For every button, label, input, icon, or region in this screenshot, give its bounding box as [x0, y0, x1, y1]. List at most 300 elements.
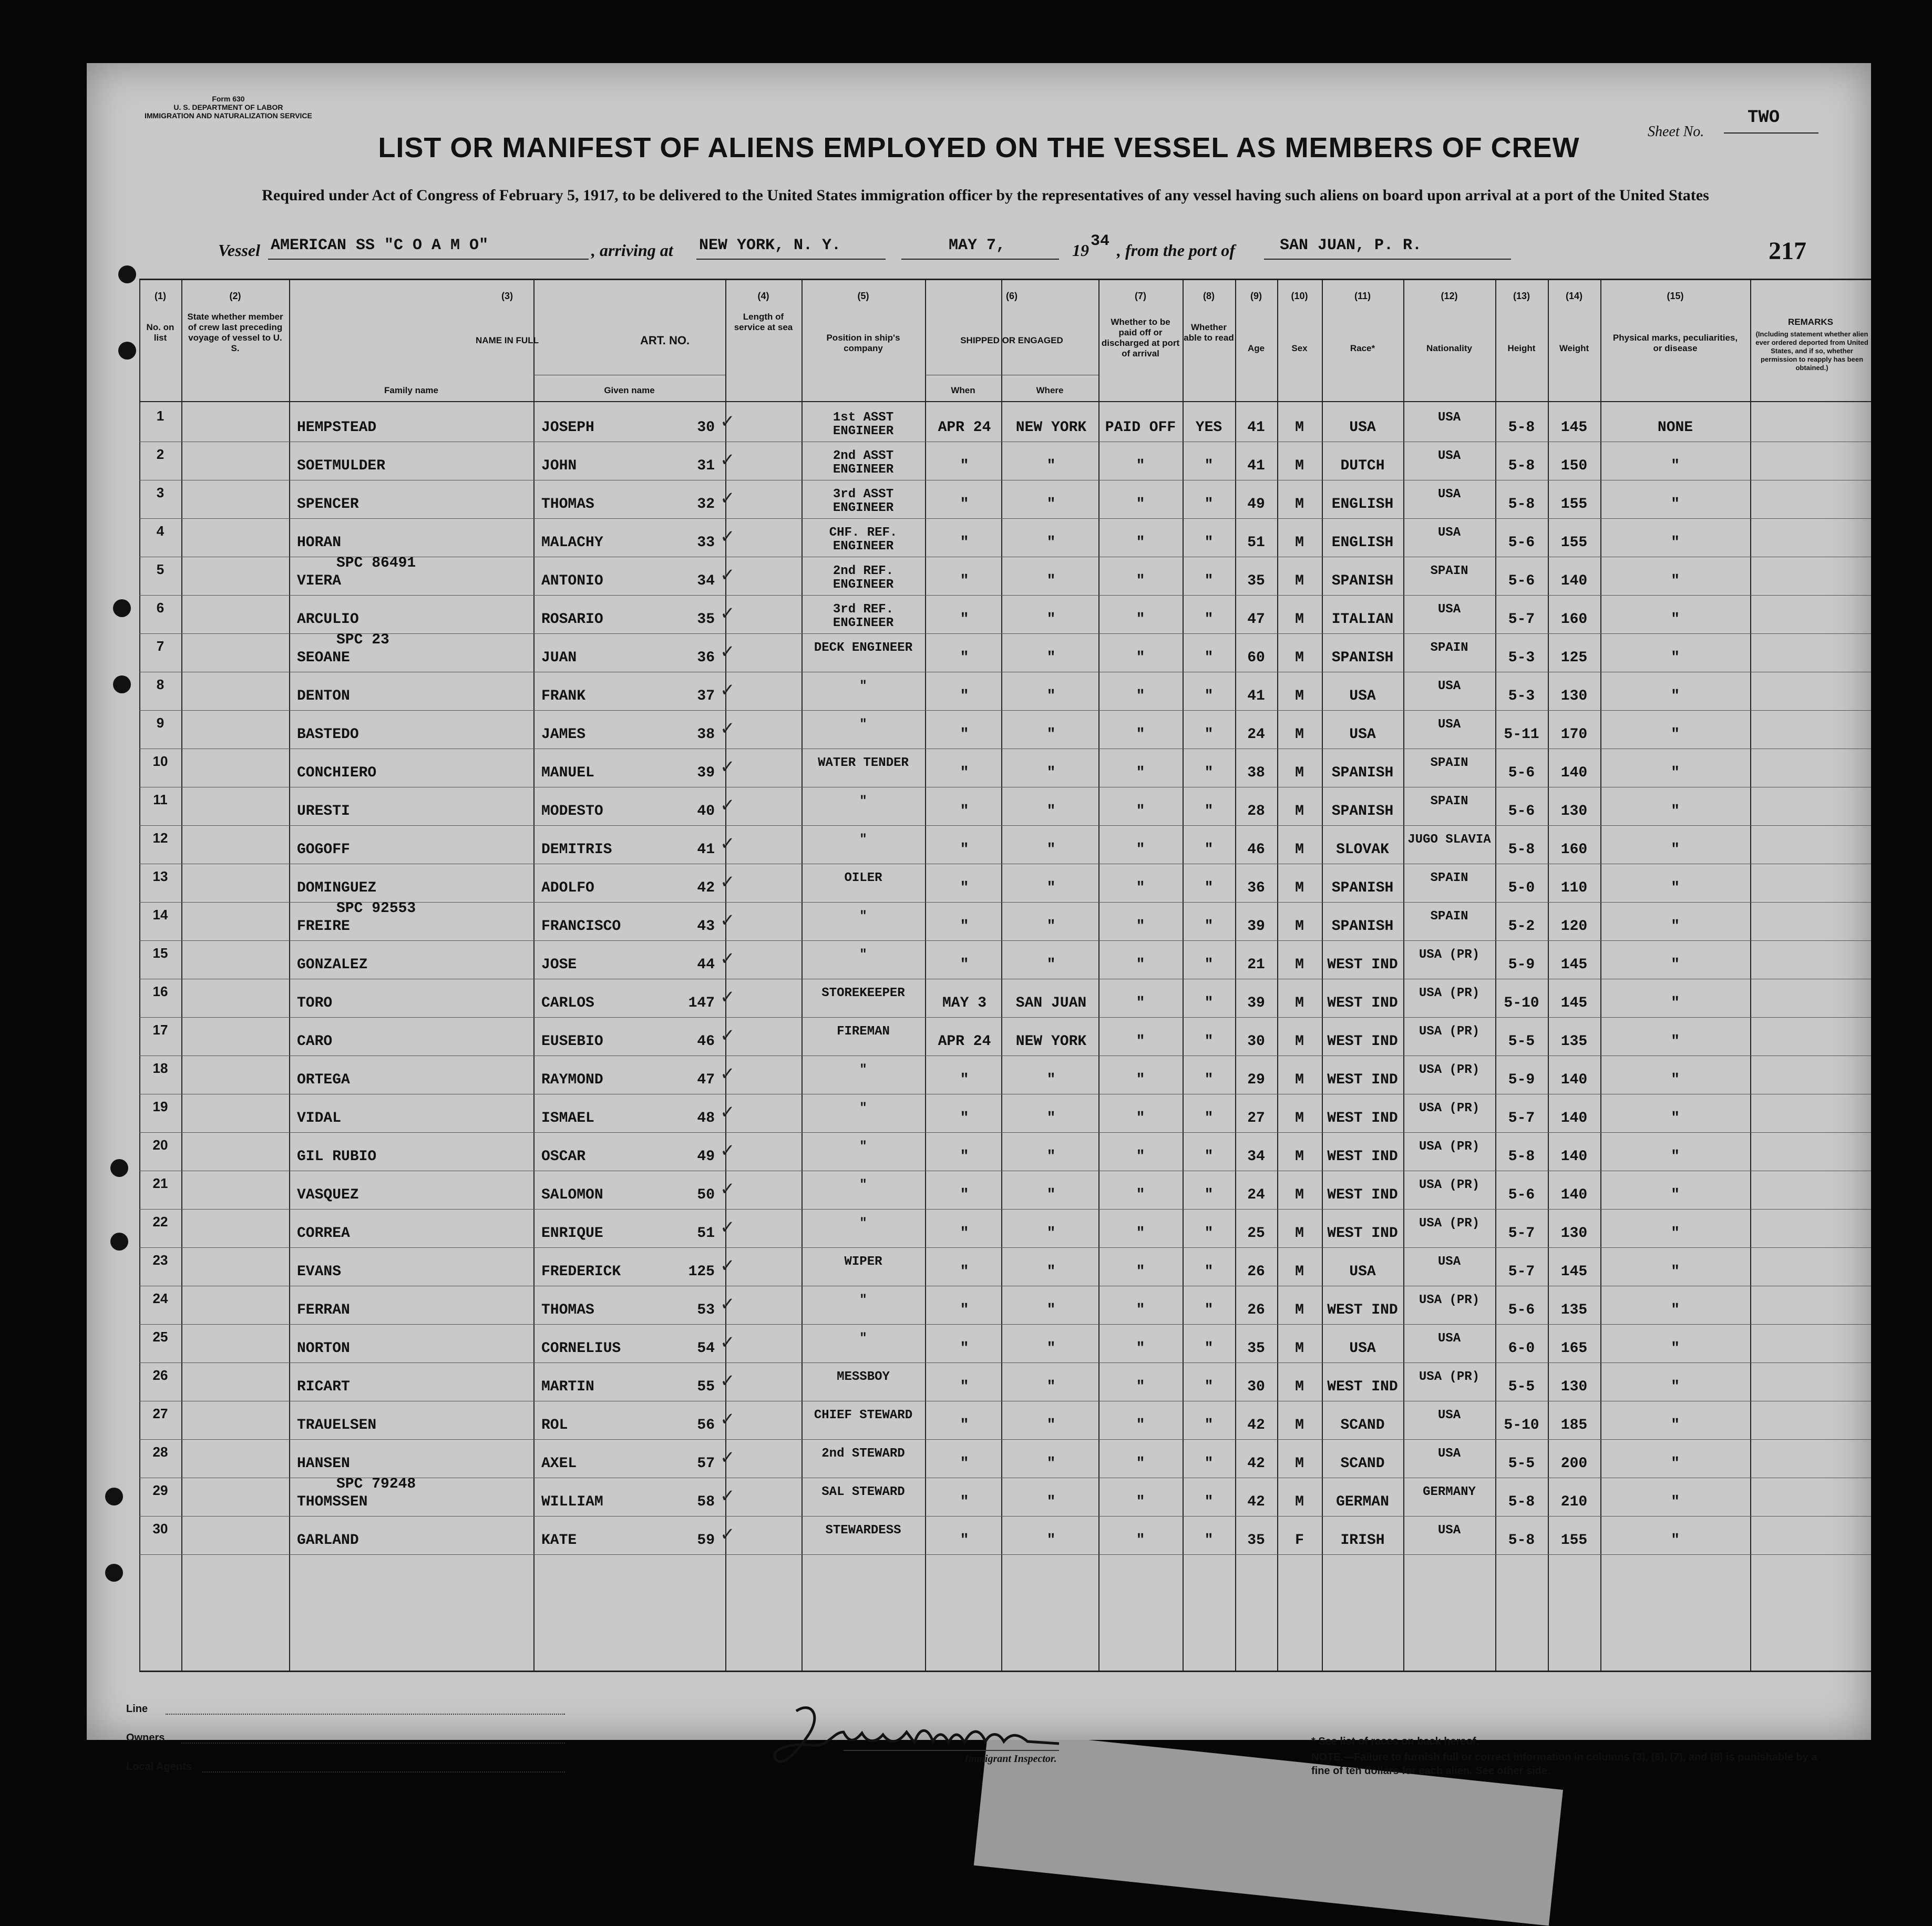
- check-mark-icon: ✓: [720, 1295, 735, 1314]
- cell-sex: M: [1295, 880, 1304, 896]
- cell-weight: 140: [1560, 573, 1588, 589]
- cell-nat: JUGO SLAVIA: [1407, 833, 1491, 847]
- col2-num: (2): [229, 291, 241, 301]
- cell-age: 24: [1247, 726, 1265, 743]
- col15-num: (15): [1667, 291, 1684, 301]
- cell-weight: 170: [1560, 726, 1588, 743]
- cell-n: 14: [152, 907, 168, 923]
- cell-position: ": [859, 1140, 867, 1154]
- cell-when: ": [960, 1494, 969, 1510]
- cell-where: ": [1046, 803, 1056, 819]
- cell-where: ": [1046, 765, 1056, 781]
- cell-art: 36: [697, 650, 715, 666]
- cell-age: 30: [1247, 1033, 1265, 1050]
- cell-art: 53: [697, 1302, 715, 1318]
- col3-header: NAME IN FULL: [476, 335, 539, 345]
- cell-race: IRISH: [1340, 1532, 1385, 1549]
- cell-family: GIL RUBIO: [297, 1149, 377, 1165]
- cell-age: 49: [1247, 496, 1265, 513]
- cell-sex: M: [1295, 650, 1304, 666]
- cell-height: 5-7: [1508, 1225, 1535, 1242]
- cell-height: 5-7: [1508, 611, 1535, 628]
- vessel-info: [218, 232, 1847, 263]
- cell-paid: ": [1136, 1340, 1145, 1357]
- cell-paid: ": [1136, 573, 1145, 589]
- cell-where: ": [1046, 1456, 1056, 1472]
- cell-when: ": [960, 918, 969, 935]
- cell-given: FRANCISCO: [541, 918, 621, 935]
- cell-paid: ": [1136, 957, 1145, 973]
- cell-height: 5-8: [1508, 842, 1535, 858]
- cell-read: ": [1204, 1187, 1214, 1203]
- cell-when: APR 24: [938, 419, 991, 436]
- cell-art: 47: [697, 1072, 715, 1088]
- check-mark-icon: ✓: [720, 1256, 735, 1276]
- cell-family: CORREA: [297, 1225, 350, 1242]
- cell-given: THOMAS: [541, 1302, 594, 1318]
- cell-n: 13: [152, 868, 168, 884]
- cell-race: WEST IND: [1327, 1187, 1398, 1203]
- cell-weight: 160: [1560, 611, 1588, 628]
- cell-art: 32: [697, 496, 715, 513]
- cell-family: EVANS: [297, 1264, 342, 1280]
- penalty-note: NOTE.—Failure to furnish full or correct information in columns (3), (6), (7), and (8) is punishable by a fine of ten dollars for each alien. See other side.: [1311, 1751, 1817, 1777]
- cell-given: MANUEL: [541, 765, 594, 781]
- check-mark-icon: ✓: [720, 450, 735, 470]
- cell-when: APR 24: [938, 1033, 991, 1050]
- cell-read: ": [1204, 688, 1214, 704]
- table-row: [139, 1325, 1871, 1363]
- cell-where: NEW YORK: [1015, 1033, 1087, 1050]
- from-underline: [1264, 259, 1511, 260]
- cell-race: WEST IND: [1327, 1110, 1398, 1126]
- col12-header: Nationality: [1426, 343, 1472, 353]
- check-mark-icon: ✓: [720, 412, 735, 432]
- cell-read: ": [1204, 1264, 1214, 1280]
- cell-art: 30: [697, 419, 715, 436]
- cell-position: ": [859, 1331, 867, 1346]
- cell-weight: 200: [1560, 1456, 1588, 1472]
- cell-sex: M: [1295, 1456, 1304, 1472]
- cell-sex: M: [1295, 726, 1304, 743]
- cell-given: JOHN: [541, 458, 577, 474]
- cell-nat: USA: [1437, 449, 1461, 463]
- cell-spc: SPC 92553: [336, 900, 416, 917]
- check-mark-icon: ✓: [720, 1103, 735, 1122]
- cell-n: 29: [152, 1482, 168, 1498]
- year-prefix: 19: [1072, 241, 1089, 260]
- cell-sex: F: [1295, 1532, 1304, 1549]
- cell-marks: ": [1671, 957, 1680, 973]
- cell-nat: SPAIN: [1430, 564, 1468, 578]
- cell-n: 12: [152, 830, 168, 846]
- cell-when: ": [960, 842, 969, 858]
- cell-when: ": [960, 1417, 969, 1433]
- cell-when: ": [960, 458, 969, 474]
- cell-n: 23: [152, 1252, 168, 1268]
- cell-where: ": [1046, 842, 1056, 858]
- cell-n: 22: [152, 1214, 168, 1230]
- cell-read: ": [1204, 803, 1214, 819]
- table-row: [139, 1478, 1871, 1517]
- punch-hole: [105, 1488, 123, 1505]
- cell-art: 54: [697, 1340, 715, 1357]
- cell-when: ": [960, 803, 969, 819]
- cell-sex: M: [1295, 918, 1304, 935]
- cell-family: HORAN: [297, 535, 342, 551]
- cell-height: 5-9: [1508, 957, 1535, 973]
- owners-field: [181, 1743, 565, 1744]
- table-row: [139, 826, 1871, 864]
- check-mark-icon: ✓: [720, 1410, 735, 1429]
- cell-given: CARLOS: [541, 995, 594, 1011]
- sheet-no-label: Sheet No.: [1648, 124, 1704, 140]
- page-subtitle: Required under Act of Congress of February 5, 1917, to be delivered to the United States immigration officer by the representatives of any vessel having such aliens on board upon arrival at a port of the United States: [262, 187, 1709, 204]
- table-row: [139, 941, 1871, 979]
- cell-height: 5-6: [1508, 535, 1535, 551]
- col9-header: Age: [1247, 343, 1265, 353]
- cell-n: 28: [152, 1444, 168, 1460]
- cell-marks: ": [1671, 1264, 1680, 1280]
- cell-when: ": [960, 496, 969, 513]
- check-mark-icon: ✓: [720, 527, 735, 547]
- cell-where: ": [1046, 1302, 1056, 1318]
- cell-read: ": [1204, 842, 1214, 858]
- cell-marks: ": [1671, 1072, 1680, 1088]
- cell-paid: ": [1136, 1110, 1145, 1126]
- from-label: , from the port of: [1117, 241, 1235, 260]
- vessel-label: Vessel: [218, 241, 260, 260]
- table-row: [139, 1056, 1871, 1094]
- cell-sex: M: [1295, 1417, 1304, 1433]
- cell-given: ANTONIO: [541, 573, 603, 589]
- cell-where: ": [1046, 1379, 1056, 1395]
- col7-num: (7): [1135, 291, 1146, 301]
- cell-marks: NONE: [1657, 419, 1693, 436]
- cell-art: 34: [697, 573, 715, 589]
- cell-sex: M: [1295, 535, 1304, 551]
- cell-weight: 130: [1560, 1225, 1588, 1242]
- cell-nat: SPAIN: [1430, 756, 1468, 770]
- cell-weight: 130: [1560, 803, 1588, 819]
- cell-marks: ": [1671, 1187, 1680, 1203]
- cell-when: ": [960, 1149, 969, 1165]
- line-label: Line: [126, 1703, 148, 1715]
- cell-height: 5-5: [1508, 1379, 1535, 1395]
- check-mark-icon: ✓: [720, 796, 735, 815]
- cell-age: 38: [1247, 765, 1265, 781]
- cell-when: ": [960, 1379, 969, 1395]
- cell-when: ": [960, 650, 969, 666]
- cell-given: ENRIQUE: [541, 1225, 603, 1242]
- check-mark-icon: ✓: [720, 1141, 735, 1161]
- cell-age: 46: [1247, 842, 1265, 858]
- cell-art: 38: [697, 726, 715, 743]
- cell-age: 42: [1247, 1456, 1265, 1472]
- crew-table: [139, 279, 1871, 1672]
- cell-age: 39: [1247, 995, 1265, 1011]
- cell-art: 50: [697, 1187, 715, 1203]
- cell-height: 5-8: [1508, 419, 1535, 436]
- cell-art: 48: [697, 1110, 715, 1126]
- cell-age: 30: [1247, 1379, 1265, 1395]
- cell-height: 5-7: [1508, 1264, 1535, 1280]
- cell-weight: 140: [1560, 765, 1588, 781]
- cell-weight: 140: [1560, 1149, 1588, 1165]
- col10-num: (10): [1291, 291, 1308, 301]
- cell-family: SPENCER: [297, 496, 359, 513]
- cell-given: OSCAR: [541, 1149, 586, 1165]
- cell-paid: ": [1136, 458, 1145, 474]
- cell-nat: USA: [1437, 526, 1461, 540]
- cell-where: ": [1046, 611, 1056, 628]
- cell-where: ": [1046, 573, 1056, 589]
- cell-position: 2nd REF. ENGINEER: [833, 564, 894, 592]
- cell-marks: ": [1671, 1110, 1680, 1126]
- cell-position: CHF. REF. ENGINEER: [829, 526, 898, 554]
- cell-where: ": [1046, 918, 1056, 935]
- cell-where: ": [1046, 1225, 1056, 1242]
- cell-where: ": [1046, 1532, 1056, 1549]
- check-mark-icon: ✓: [720, 911, 735, 930]
- cell-family: FERRAN: [297, 1302, 350, 1318]
- punch-hole: [118, 342, 136, 360]
- cell-when: ": [960, 1072, 969, 1088]
- cell-marks: ": [1671, 842, 1680, 858]
- cell-n: 19: [152, 1099, 168, 1114]
- cell-given: AXEL: [541, 1456, 577, 1472]
- cell-when: ": [960, 1225, 969, 1242]
- cell-read: ": [1204, 1456, 1214, 1472]
- cell-race: SPANISH: [1331, 918, 1394, 935]
- cell-age: 35: [1247, 573, 1265, 589]
- cell-marks: ": [1671, 1225, 1680, 1242]
- cell-nat: SPAIN: [1430, 794, 1468, 808]
- cell-race: WEST IND: [1327, 957, 1398, 973]
- cell-read: ": [1204, 918, 1214, 935]
- cell-race: ENGLISH: [1331, 535, 1394, 551]
- cell-race: SPANISH: [1331, 573, 1394, 589]
- cell-n: 20: [152, 1137, 168, 1153]
- col14-header: Weight: [1559, 343, 1589, 353]
- cell-where: ": [1046, 688, 1056, 704]
- cell-position: DECK ENGINEER: [814, 641, 913, 655]
- cell-race: SPANISH: [1331, 650, 1394, 666]
- col14-num: (14): [1565, 291, 1582, 301]
- cell-n: 26: [152, 1367, 168, 1383]
- table-row: [139, 557, 1871, 596]
- cell-paid: ": [1136, 765, 1145, 781]
- cell-art: 125: [688, 1264, 715, 1280]
- cell-n: 16: [152, 984, 168, 999]
- punch-hole: [113, 675, 131, 693]
- cell-art: 33: [697, 535, 715, 551]
- cell-race: WEST IND: [1327, 1033, 1398, 1050]
- cell-given: JAMES: [541, 726, 586, 743]
- owners-label: Owners: [126, 1732, 165, 1744]
- cell-age: 24: [1247, 1187, 1265, 1203]
- cell-age: 60: [1247, 650, 1265, 666]
- check-mark-icon: ✓: [720, 1487, 735, 1506]
- cell-art: 59: [697, 1532, 715, 1549]
- cell-paid: ": [1136, 1379, 1145, 1395]
- cell-marks: ": [1671, 573, 1680, 589]
- arriving-label: , arriving at: [591, 241, 673, 260]
- cell-n: 15: [152, 945, 168, 961]
- cell-when: ": [960, 726, 969, 743]
- table-row: [139, 634, 1871, 672]
- cell-where: ": [1046, 1072, 1056, 1088]
- cell-position: SAL STEWARD: [821, 1485, 905, 1499]
- check-mark-icon: ✓: [720, 604, 735, 623]
- cell-paid: ": [1136, 1456, 1145, 1472]
- cell-n: 30: [152, 1521, 168, 1536]
- cell-family: ARCULIO: [297, 611, 359, 628]
- cell-race: USA: [1349, 1264, 1376, 1280]
- cell-paid: ": [1136, 1149, 1145, 1165]
- cell-height: 5-3: [1508, 650, 1535, 666]
- table-row: [139, 979, 1871, 1018]
- cell-position: ": [859, 1178, 867, 1192]
- arrival-date: MAY 7,: [949, 237, 1006, 254]
- cell-when: ": [960, 765, 969, 781]
- cell-age: 29: [1247, 1072, 1265, 1088]
- cell-where: ": [1046, 1417, 1056, 1433]
- cell-age: 35: [1247, 1340, 1265, 1357]
- cell-paid: ": [1136, 880, 1145, 896]
- cell-race: DUTCH: [1340, 458, 1385, 474]
- check-mark-icon: ✓: [720, 834, 735, 854]
- cell-position: ": [859, 1216, 867, 1231]
- cell-family: HANSEN: [297, 1456, 350, 1472]
- cell-sex: M: [1295, 957, 1304, 973]
- cell-height: 5-8: [1508, 1532, 1535, 1549]
- cell-sex: M: [1295, 803, 1304, 819]
- cell-read: ": [1204, 650, 1214, 666]
- cell-read: ": [1204, 573, 1214, 589]
- cell-n: 1: [156, 408, 165, 424]
- col6-num: (6): [1006, 291, 1018, 301]
- cell-given: ADOLFO: [541, 880, 594, 896]
- cell-race: SPANISH: [1331, 803, 1394, 819]
- cell-read: ": [1204, 611, 1214, 628]
- cell-nat: USA (PR): [1419, 1140, 1480, 1154]
- cell-height: 5-2: [1508, 918, 1535, 935]
- cell-position: STEWARDESS: [825, 1523, 901, 1538]
- cell-art: 51: [697, 1225, 715, 1242]
- cell-art: 43: [697, 918, 715, 935]
- cell-age: 25: [1247, 1225, 1265, 1242]
- cell-height: 5-5: [1508, 1456, 1535, 1472]
- col1-num: (1): [155, 291, 166, 301]
- cell-family: VASQUEZ: [297, 1187, 359, 1203]
- cell-paid: ": [1136, 535, 1145, 551]
- check-mark-icon: ✓: [720, 1333, 735, 1353]
- table-row: [139, 1440, 1871, 1478]
- cell-position: 3rd REF. ENGINEER: [833, 602, 894, 630]
- cell-read: YES: [1195, 419, 1222, 436]
- cell-height: 5-6: [1508, 803, 1535, 819]
- line-field: [166, 1714, 565, 1715]
- cell-sex: M: [1295, 1149, 1304, 1165]
- cell-marks: ": [1671, 1417, 1680, 1433]
- table-row: [139, 1210, 1871, 1248]
- cell-marks: ": [1671, 1302, 1680, 1318]
- cell-nat: SPAIN: [1430, 641, 1468, 655]
- cell-sex: M: [1295, 1494, 1304, 1510]
- cell-art: 39: [697, 765, 715, 781]
- cell-read: ": [1204, 1379, 1214, 1395]
- cell-given: FRANK: [541, 688, 586, 704]
- cell-spc: SPC 79248: [336, 1476, 416, 1492]
- cell-read: ": [1204, 1532, 1214, 1549]
- cell-nat: USA: [1437, 1447, 1461, 1461]
- cell-when: ": [960, 1110, 969, 1126]
- cell-given: EUSEBIO: [541, 1033, 603, 1050]
- check-mark-icon: ✓: [720, 566, 735, 585]
- cell-marks: ": [1671, 765, 1680, 781]
- table-row: [139, 864, 1871, 903]
- cell-paid: ": [1136, 842, 1145, 858]
- cell-height: 5-9: [1508, 1072, 1535, 1088]
- cell-marks: ": [1671, 726, 1680, 743]
- cell-where: ": [1046, 1340, 1056, 1357]
- cell-where: ": [1046, 458, 1056, 474]
- check-mark-icon: ✓: [720, 1180, 735, 1199]
- cell-paid: ": [1136, 1302, 1145, 1318]
- cell-paid: ": [1136, 1225, 1145, 1242]
- cell-race: USA: [1349, 419, 1376, 436]
- cell-marks: ": [1671, 1149, 1680, 1165]
- cell-paid: ": [1136, 688, 1145, 704]
- cell-art: 56: [697, 1417, 715, 1433]
- check-mark-icon: ✓: [720, 1218, 735, 1237]
- cell-weight: 165: [1560, 1340, 1588, 1357]
- cell-where: ": [1046, 1187, 1056, 1203]
- check-mark-icon: ✓: [720, 1371, 735, 1391]
- cell-family: VIDAL: [297, 1110, 342, 1126]
- table-row: [139, 1133, 1871, 1171]
- col6-header: SHIPPED OR ENGAGED: [960, 335, 1063, 345]
- cell-nat: USA (PR): [1419, 948, 1480, 962]
- check-mark-icon: ✓: [720, 642, 735, 662]
- cell-race: SLOVAK: [1336, 842, 1389, 858]
- cell-family: GONZALEZ: [297, 957, 368, 973]
- cell-race: SCAND: [1340, 1456, 1385, 1472]
- cell-when: ": [960, 880, 969, 896]
- cell-given: MODESTO: [541, 803, 603, 819]
- cell-height: 5-6: [1508, 573, 1535, 589]
- cell-given: KATE: [541, 1532, 577, 1549]
- cell-n: 17: [152, 1022, 168, 1038]
- cell-height: 5-8: [1508, 1149, 1535, 1165]
- arriving-port: NEW YORK, N. Y.: [699, 237, 841, 254]
- cell-art: 35: [697, 611, 715, 628]
- cell-position: 2nd STEWARD: [821, 1447, 905, 1461]
- cell-n: 8: [156, 677, 165, 692]
- col2-header: State whether member of crew last preceding voyage of vessel to U. S.: [187, 312, 283, 353]
- cell-paid: ": [1136, 1187, 1145, 1203]
- cell-age: 42: [1247, 1494, 1265, 1510]
- cell-weight: 185: [1560, 1417, 1588, 1433]
- cell-age: 21: [1247, 957, 1265, 973]
- races-note: * See list of races on back hereof.: [1311, 1736, 1479, 1747]
- cell-height: 5-7: [1508, 1110, 1535, 1126]
- cell-position: ": [859, 833, 867, 847]
- cell-given: CORNELIUS: [541, 1340, 621, 1357]
- cell-height: 5-3: [1508, 688, 1535, 704]
- cell-family: SEOANE: [297, 650, 350, 666]
